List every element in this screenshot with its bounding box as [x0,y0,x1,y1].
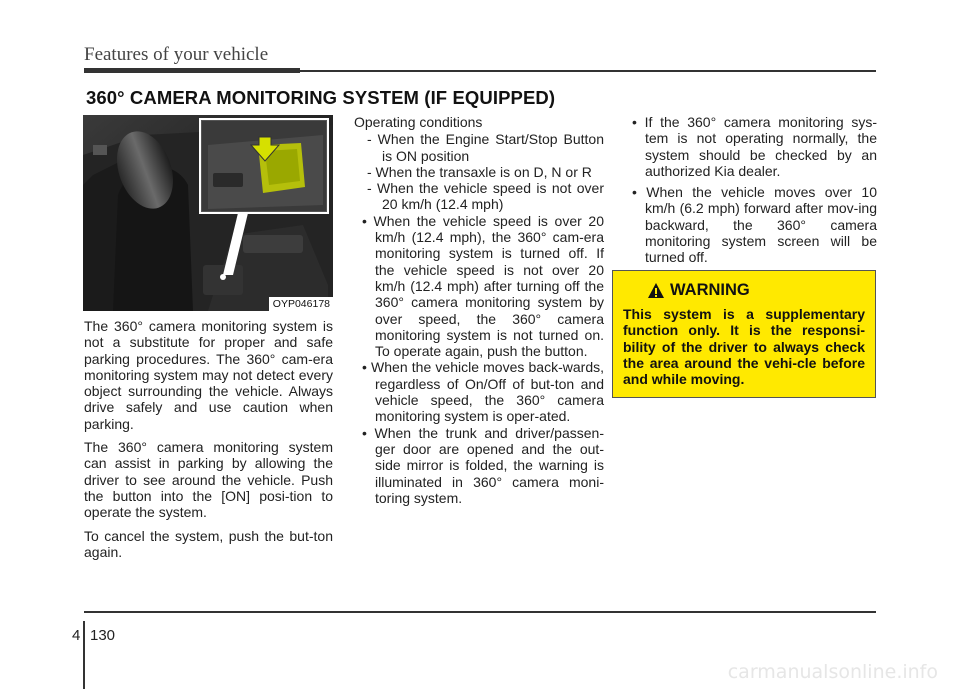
footer-rule [84,611,876,613]
console-button-photo [83,115,333,311]
column-1 [84,318,333,567]
bullet-item: • When the vehicle speed is over 20 km/h (12.4 mph), the 360° cam-era monitoring system is turned off. If the vehicle speed is not over 20 km/h (12.4 mph) after turning off the 360° camera monitoring system by over speed, the 360° camera monitoring system is not turned on. To operate again, push the button. [362,212,604,360]
console-illustration [83,115,333,311]
condition-item: - When the Engine Start/Stop Button is ON position [367,131,604,164]
header-rule-thin [300,70,876,72]
condition-item: - When the vehicle speed is not over 20 km/h (12.4 mph) [367,180,604,213]
warning-body: This system is a supplementary function only. It is the responsi-bility of the driver to always check the area around the vehi-cle before and while moving. [623,306,865,388]
chapter-number: 4 [72,627,81,644]
warning-title: WARNING [670,281,750,299]
bullet-item: • If the 360° camera monitoring sys-tem is not operating normally, the system should be checked by an authorized Kia dealer. [632,114,877,179]
column-3 [624,114,877,271]
header-rule-thick [84,68,300,73]
bullet-item: • When the trunk and driver/passen-ger door are opened and the out-side mirror is folded, the warning is illuminated in 360° camera moni-toring system. [362,424,604,506]
page-header-title: Features of your vehicle [84,44,269,65]
photo-code-label: OYP046178 [269,297,333,311]
paragraph: The 360° camera monitoring system can assist in parking by allowing the driver to see around the vehicle. Push the button into the [ON] posi-tion to operate the system. [84,439,333,521]
section-title: 360° CAMERA MONITORING SYSTEM (IF EQUIPPED) [86,87,556,108]
operating-conditions-heading: Operating conditions [354,114,483,130]
footer-vertical-rule [83,621,85,689]
condition-item: - When the transaxle is on D, N or R [367,163,592,180]
paragraph: The 360° camera monitoring system is not a substitute for proper and safe parking procedures. The 360° cam-era monitoring system may not detect every object surrounding the vehicle. Always drive safely and use caution when parking. [84,318,333,432]
warning-box [612,270,876,398]
column-2 [354,114,604,506]
paragraph: To cancel the system, push the but-ton again. [84,527,333,560]
warning-triangle-icon [647,282,665,299]
warning-header [623,281,865,300]
bullet-item: • When the vehicle moves over 10 km/h (6.2 mph) forward after mov-ing backward, the 360° camera monitoring system screen will be turned off. [632,184,877,266]
bullet-item: • When the vehicle moves back-wards, regardless of On/Off of but-ton and vehicle speed, the 360° camera monitoring system is oper-ated. [362,359,604,425]
watermark: carmanualsonline.info [727,661,938,683]
page-number: 130 [90,627,116,644]
